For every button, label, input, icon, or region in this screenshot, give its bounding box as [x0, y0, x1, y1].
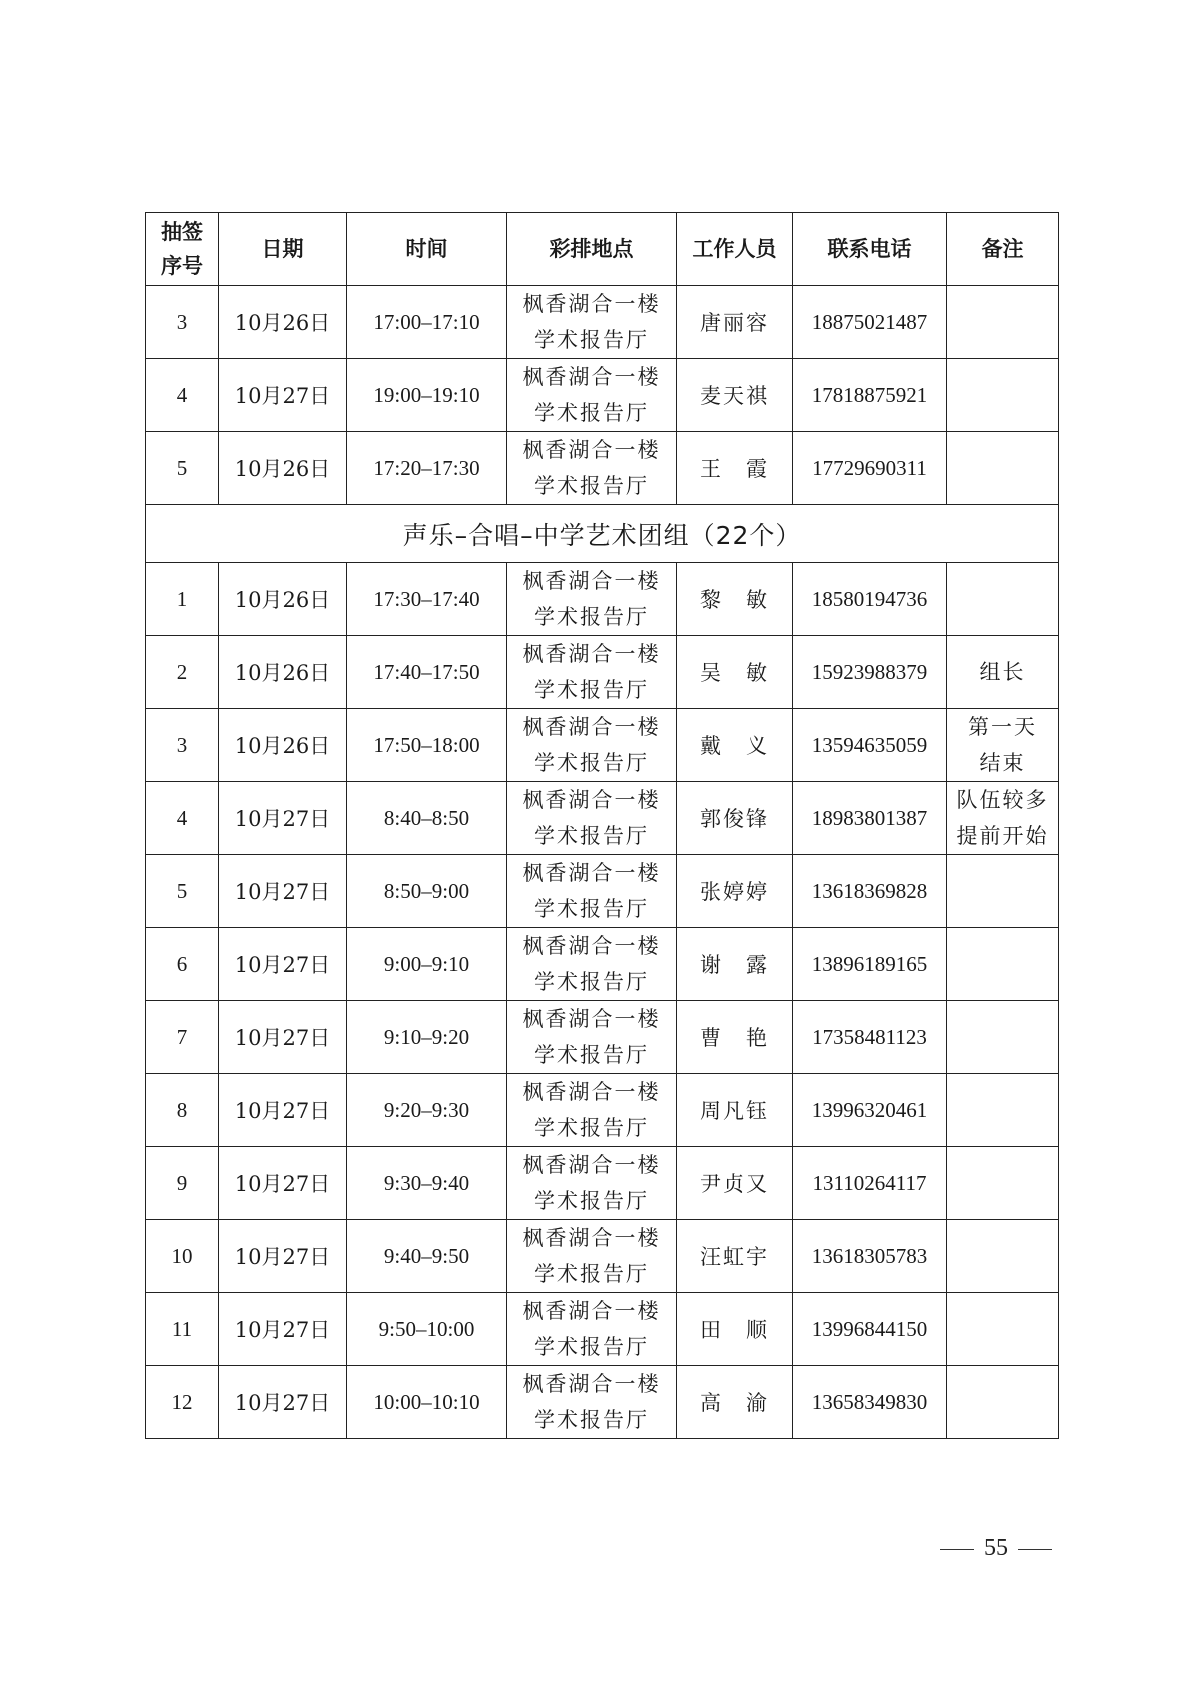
cell-time: 17:50–18:00 [347, 709, 507, 782]
cell-seq: 9 [146, 1147, 219, 1220]
cell-time: 9:10–9:20 [347, 1001, 507, 1074]
table-row [146, 636, 1059, 709]
cell-seq: 3 [146, 709, 219, 782]
group1-rows [146, 286, 1059, 505]
cell-note [947, 928, 1059, 1001]
cell-time: 17:30–17:40 [347, 563, 507, 636]
cell-date: 10月26日 [219, 709, 347, 782]
cell-staff: 周凡钰 [677, 1074, 793, 1147]
cell-date: 10月27日 [219, 1147, 347, 1220]
cell-location: 枫香湖合一楼 学术报告厅 [507, 1074, 677, 1147]
cell-location: 枫香湖合一楼 学术报告厅 [507, 286, 677, 359]
cell-note [947, 1074, 1059, 1147]
header-seq: 抽签 序号 [146, 213, 219, 286]
cell-staff: 谢 露 [677, 928, 793, 1001]
cell-staff: 唐丽容 [677, 286, 793, 359]
cell-note: 队伍较多 提前开始 [947, 782, 1059, 855]
cell-seq: 1 [146, 563, 219, 636]
cell-phone: 13896189165 [793, 928, 947, 1001]
cell-note [947, 563, 1059, 636]
table-row [146, 782, 1059, 855]
cell-staff: 尹贞又 [677, 1147, 793, 1220]
table-row [146, 1147, 1059, 1220]
cell-seq: 7 [146, 1001, 219, 1074]
cell-seq: 5 [146, 432, 219, 505]
cell-location: 枫香湖合一楼 学术报告厅 [507, 782, 677, 855]
cell-seq: 5 [146, 855, 219, 928]
cell-phone: 17729690311 [793, 432, 947, 505]
cell-note [947, 1147, 1059, 1220]
cell-seq: 10 [146, 1220, 219, 1293]
cell-seq: 6 [146, 928, 219, 1001]
cell-phone: 13618305783 [793, 1220, 947, 1293]
cell-date: 10月26日 [219, 563, 347, 636]
cell-date: 10月27日 [219, 1074, 347, 1147]
header-note: 备注 [947, 213, 1059, 286]
table-row [146, 359, 1059, 432]
cell-location: 枫香湖合一楼 学术报告厅 [507, 563, 677, 636]
table-row [146, 1366, 1059, 1439]
table-row [146, 1293, 1059, 1366]
cell-phone: 13618369828 [793, 855, 947, 928]
cell-location: 枫香湖合一楼 学术报告厅 [507, 1293, 677, 1366]
cell-date: 10月27日 [219, 1220, 347, 1293]
cell-date: 10月27日 [219, 855, 347, 928]
group2-rows [146, 563, 1059, 1439]
cell-time: 9:20–9:30 [347, 1074, 507, 1147]
cell-staff: 麦天祺 [677, 359, 793, 432]
cell-date: 10月27日 [219, 359, 347, 432]
cell-time: 8:40–8:50 [347, 782, 507, 855]
cell-note [947, 286, 1059, 359]
cell-staff: 高 渝 [677, 1366, 793, 1439]
cell-seq: 4 [146, 359, 219, 432]
cell-note [947, 1001, 1059, 1074]
header-time: 时间 [347, 213, 507, 286]
table-row [146, 1220, 1059, 1293]
cell-note [947, 855, 1059, 928]
cell-location: 枫香湖合一楼 学术报告厅 [507, 432, 677, 505]
cell-phone: 17358481123 [793, 1001, 947, 1074]
cell-location: 枫香湖合一楼 学术报告厅 [507, 359, 677, 432]
table-row [146, 1001, 1059, 1074]
table-row [146, 432, 1059, 505]
cell-note: 第一天 结束 [947, 709, 1059, 782]
section-title-row [146, 505, 1059, 563]
cell-time: 9:50–10:00 [347, 1293, 507, 1366]
cell-note [947, 1293, 1059, 1366]
cell-staff: 黎 敏 [677, 563, 793, 636]
cell-phone: 15923988379 [793, 636, 947, 709]
cell-staff: 田 顺 [677, 1293, 793, 1366]
table-row [146, 855, 1059, 928]
cell-phone: 13594635059 [793, 709, 947, 782]
cell-location: 枫香湖合一楼 学术报告厅 [507, 1220, 677, 1293]
page-number: 55 [984, 1535, 1008, 1561]
header-date: 日期 [219, 213, 347, 286]
cell-staff: 吴 敏 [677, 636, 793, 709]
cell-location: 枫香湖合一楼 学术报告厅 [507, 1001, 677, 1074]
table-row [146, 563, 1059, 636]
cell-time: 9:00–9:10 [347, 928, 507, 1001]
cell-date: 10月26日 [219, 432, 347, 505]
header-staff: 工作人员 [677, 213, 793, 286]
cell-staff: 王 霞 [677, 432, 793, 505]
cell-seq: 12 [146, 1366, 219, 1439]
cell-phone: 18875021487 [793, 286, 947, 359]
cell-location: 枫香湖合一楼 学术报告厅 [507, 1366, 677, 1439]
cell-phone: 13658349830 [793, 1366, 947, 1439]
cell-date: 10月26日 [219, 286, 347, 359]
cell-time: 8:50–9:00 [347, 855, 507, 928]
cell-phone: 13996320461 [793, 1074, 947, 1147]
table-row [146, 928, 1059, 1001]
cell-date: 10月27日 [219, 928, 347, 1001]
cell-phone: 13996844150 [793, 1293, 947, 1366]
cell-staff: 汪虹宇 [677, 1220, 793, 1293]
cell-time: 17:00–17:10 [347, 286, 507, 359]
cell-phone: 18983801387 [793, 782, 947, 855]
cell-location: 枫香湖合一楼 学术报告厅 [507, 636, 677, 709]
cell-time: 10:00–10:10 [347, 1366, 507, 1439]
cell-seq: 4 [146, 782, 219, 855]
cell-note [947, 432, 1059, 505]
cell-phone: 17818875921 [793, 359, 947, 432]
cell-note [947, 1220, 1059, 1293]
cell-date: 10月27日 [219, 1001, 347, 1074]
cell-date: 10月26日 [219, 636, 347, 709]
cell-location: 枫香湖合一楼 学术报告厅 [507, 1147, 677, 1220]
cell-time: 17:40–17:50 [347, 636, 507, 709]
header-location: 彩排地点 [507, 213, 677, 286]
cell-staff: 张婷婷 [677, 855, 793, 928]
cell-date: 10月27日 [219, 1366, 347, 1439]
cell-date: 10月27日 [219, 1293, 347, 1366]
cell-seq: 11 [146, 1293, 219, 1366]
cell-location: 枫香湖合一楼 学术报告厅 [507, 928, 677, 1001]
table-row [146, 709, 1059, 782]
footer-dash-right [1018, 1549, 1052, 1551]
table-header-row [146, 213, 1059, 286]
cell-time: 9:40–9:50 [347, 1220, 507, 1293]
schedule-table [145, 212, 1059, 1439]
cell-phone: 13110264117 [793, 1147, 947, 1220]
header-phone: 联系电话 [793, 213, 947, 286]
cell-note [947, 1366, 1059, 1439]
cell-note: 组长 [947, 636, 1059, 709]
cell-note [947, 359, 1059, 432]
cell-staff: 郭俊锋 [677, 782, 793, 855]
cell-location: 枫香湖合一楼 学术报告厅 [507, 855, 677, 928]
cell-staff: 曹 艳 [677, 1001, 793, 1074]
cell-time: 9:30–9:40 [347, 1147, 507, 1220]
footer-dash-left [940, 1549, 974, 1551]
page-footer [930, 1535, 1062, 1562]
table-row [146, 1074, 1059, 1147]
cell-seq: 8 [146, 1074, 219, 1147]
section-title: 声乐–合唱–中学艺术团组（22个） [146, 505, 1059, 563]
cell-seq: 2 [146, 636, 219, 709]
cell-phone: 18580194736 [793, 563, 947, 636]
cell-location: 枫香湖合一楼 学术报告厅 [507, 709, 677, 782]
cell-seq: 3 [146, 286, 219, 359]
table-row [146, 286, 1059, 359]
cell-time: 19:00–19:10 [347, 359, 507, 432]
cell-staff: 戴 义 [677, 709, 793, 782]
cell-time: 17:20–17:30 [347, 432, 507, 505]
cell-date: 10月27日 [219, 782, 347, 855]
